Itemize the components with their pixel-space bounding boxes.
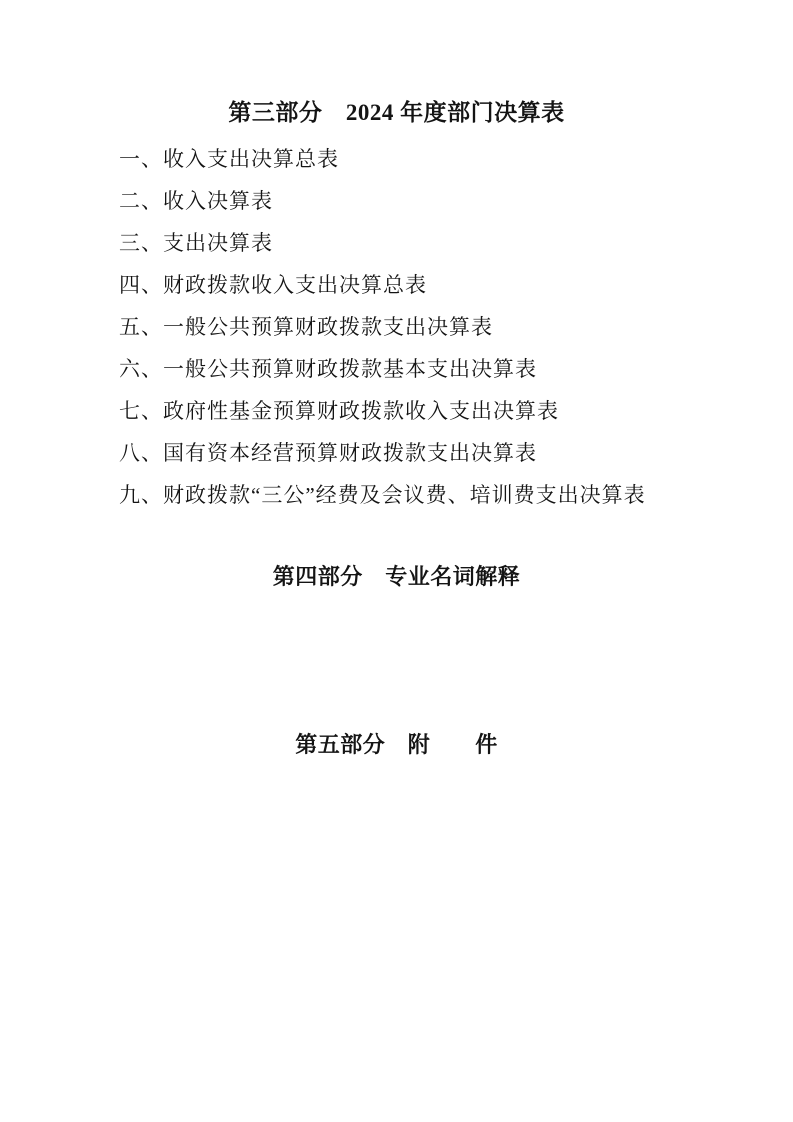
toc-item-6: 六、一般公共预算财政拨款基本支出决算表 — [119, 357, 537, 381]
toc-item-8: 八、国有资本经营预算财政拨款支出决算表 — [119, 441, 537, 465]
section4-heading: 第四部分 专业名词解释 — [272, 564, 521, 589]
toc-item-5: 五、一般公共预算财政拨款支出决算表 — [119, 315, 493, 339]
toc-item-1: 一、收入支出决算总表 — [119, 147, 339, 171]
toc-item-4: 四、财政拨款收入支出决算总表 — [119, 273, 427, 297]
section5-heading: 第五部分 附 件 — [295, 732, 498, 757]
section3-toc-list — [0, 138, 793, 516]
toc-item-9: 九、财政拨款“三公”经费及会议费、培训费支出决算表 — [119, 483, 646, 507]
section3-heading: 第三部分 2024 年度部门决算表 — [228, 100, 565, 125]
toc-item-3: 三、支出决算表 — [119, 231, 273, 255]
toc-item-2: 二、收入决算表 — [119, 189, 273, 213]
toc-item-7: 七、政府性基金预算财政拨款收入支出决算表 — [119, 399, 559, 423]
